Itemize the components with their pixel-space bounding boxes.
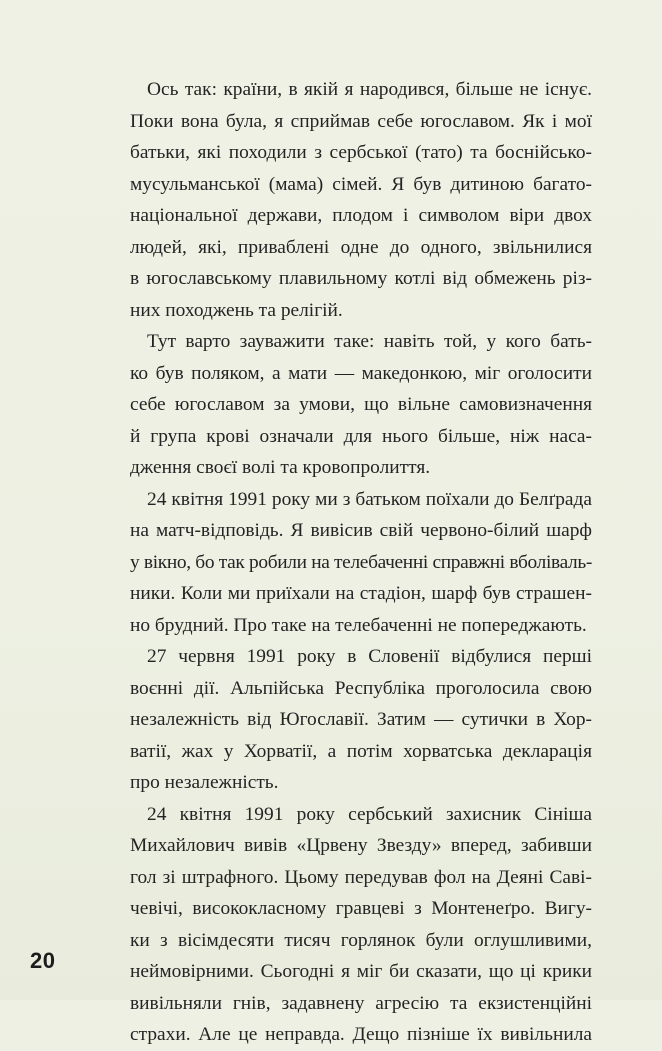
- text-line: себе югославом за умови, що вільне самовизначення: [130, 394, 592, 415]
- body-text: [130, 74, 592, 1051]
- page-number: 20: [30, 948, 56, 973]
- text-line: но брудний. Про таке на телебаченні не попереджають.: [130, 614, 587, 636]
- text-line: Ось так: країни, в якій я народився, більше не існує.: [147, 79, 592, 100]
- text-line: незалежність від Югославії. Затим — сутички в Хор-: [130, 709, 592, 730]
- text-line: національної держави, плодом і символом віри двох: [130, 205, 592, 226]
- text-line: дження своєї волі та кровопролиття.: [130, 457, 431, 478]
- text-line: ватії, жах у Хорватії, а потім хорватська декларація: [130, 740, 592, 762]
- text-line: на матч-відповідь. Я вивісив свій червоно-білий шарф: [130, 520, 592, 541]
- text-line: ники. Коли ми приїхали на стадіон, шарф був страшен-: [130, 583, 592, 604]
- text-line: ко був поляком, а мати — македонкою, міг оголосити: [130, 362, 592, 384]
- text-line: 24 квітня 1991 року ми з батьком поїхали до Белґрада: [147, 488, 592, 510]
- paragraph: [130, 326, 592, 484]
- paragraph: [130, 641, 592, 799]
- text-line: вивільняли гнів, задавнену агресію та екзистенційні: [130, 992, 592, 1014]
- paragraph: [130, 799, 592, 1051]
- text-line: у вікно, бо так робили на телебаченні справжні вболіваль-: [130, 551, 592, 573]
- text-line: 27 червня 1991 року в Словенії відбулися перші: [147, 646, 592, 667]
- text-line: в югославському плавильному котлі від обмежень різ-: [130, 268, 592, 289]
- text-line: людей, які, приваблені одне до одного, звільнилися: [130, 236, 592, 258]
- paragraph: [130, 74, 592, 326]
- paragraph: [130, 484, 592, 642]
- text-line: Тут варто зауважити таке: навіть той, у кого бать-: [147, 331, 592, 352]
- text-line: неймовірними. Сьогодні я міг би сказати, що ці крики: [130, 961, 592, 982]
- text-line: ки з вісімдесяти тисяч горлянок були оглушливими,: [130, 929, 592, 951]
- text-line: Михайлович вивів «Црвену Звезду» вперед, забивши: [130, 835, 592, 856]
- text-line: них походжень та релігій.: [130, 299, 343, 321]
- text-line: страхи. Але це неправда. Дещо пізніше їх вивільнила: [130, 1024, 592, 1045]
- text-line: мусульманської (мама) сімей. Я був дитиною багато-: [130, 173, 592, 195]
- text-line: про незалежність.: [130, 772, 279, 793]
- text-line: Поки вона була, я сприймав себе югославом. Як і мої: [130, 110, 592, 132]
- text-line: чевічі, висококласному гравцеві з Монтенеґро. Вигу-: [130, 898, 592, 919]
- text-line: батьки, які походили з сербської (тато) та боснійсько-: [130, 142, 592, 163]
- text-line: й група крові означали для нього більше, ніж наса-: [130, 425, 592, 447]
- text-line: 24 квітня 1991 року сербський захисник Сініша: [147, 803, 592, 825]
- text-line: воєнні дії. Альпійська Республіка проголосила свою: [130, 677, 592, 699]
- text-line: гол зі штрафного. Цьому передував фол на Деяні Саві-: [130, 866, 592, 888]
